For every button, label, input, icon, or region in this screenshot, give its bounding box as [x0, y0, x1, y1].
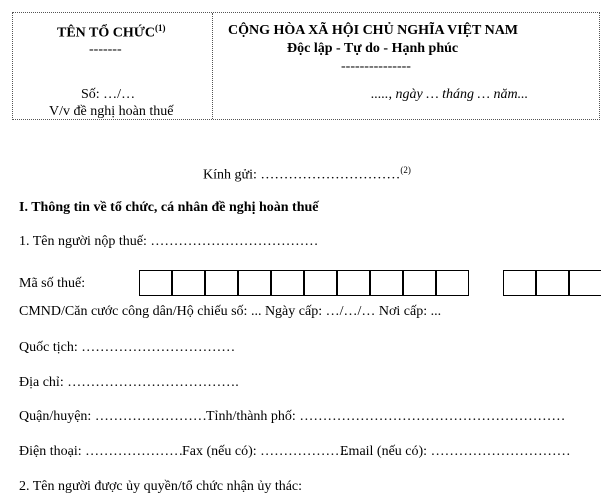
email-field: Email (nếu có): ………………………… [340, 444, 571, 459]
header-left-panel [13, 13, 213, 119]
header-right-panel [213, 13, 599, 119]
district-field: Quận/huyện: …………………… [19, 409, 207, 424]
id-document-field: CMND/Căn cước công dân/Hộ chiếu số: ... Ngày cấp: …/…/… Nơi cấp: ... [19, 304, 442, 319]
document-subject: V/v đề nghị hoàn thuế [49, 104, 174, 119]
tax-code-digit-box[interactable] [436, 270, 469, 296]
tax-code-branch-box[interactable] [536, 270, 569, 296]
tax-code-digit-box[interactable] [271, 270, 304, 296]
section-1-title: I. Thông tin về tổ chức, cá nhân đề nghị hoàn thuế [19, 200, 319, 215]
tax-code-digit-box[interactable] [139, 270, 172, 296]
taxpayer-name-field: 1. Tên người nộp thuế: ……………………………… [19, 234, 319, 249]
date-line: ....., ngày … tháng … năm... [371, 87, 529, 102]
address-field: Địa chỉ: ………………………………. [19, 375, 239, 390]
tax-code-digit-box[interactable] [238, 270, 271, 296]
motto-rule: --------------- [341, 59, 411, 74]
province-field: Tỉnh/thành phố: ………………………………………………… [206, 409, 566, 424]
org-rule: ------- [89, 42, 122, 57]
nationality-field: Quốc tịch: …………………………… [19, 340, 236, 355]
tax-code-digit-box[interactable] [205, 270, 238, 296]
tax-code-digit-box[interactable] [337, 270, 370, 296]
national-motto: Độc lập - Tự do - Hạnh phúc [287, 41, 459, 56]
tax-code-branch-box[interactable] [569, 270, 601, 296]
tax-code-digit-box[interactable] [172, 270, 205, 296]
recipient-label: Kính gửi: ………………………… [203, 167, 401, 183]
tax-code-digit-box[interactable] [370, 270, 403, 296]
tax-code-label: Mã số thuế: [19, 276, 86, 291]
recipient-line [203, 165, 411, 184]
tax-code-branch-box[interactable] [503, 270, 536, 296]
org-footnote-ref: (1) [155, 23, 166, 33]
fax-field: Fax (nếu có): ………………. [182, 444, 348, 459]
org-name-text: TÊN TỔ CHỨC [57, 25, 156, 41]
document-number: Số: …/… [81, 87, 136, 102]
tax-code-digit-box[interactable] [403, 270, 436, 296]
country-name: CỘNG HÒA XÃ HỘI CHỦ NGHĨA VIỆT NAM [228, 23, 519, 38]
header-box [12, 12, 600, 120]
tax-code-digit-box[interactable] [304, 270, 337, 296]
org-name [57, 23, 166, 42]
recipient-footnote-ref: (2) [400, 165, 411, 175]
authorized-person-field: 2. Tên người được ủy quyền/tổ chức nhận ủy thác: [19, 479, 303, 494]
phone-field: Điện thoại: ………………… [19, 444, 184, 459]
